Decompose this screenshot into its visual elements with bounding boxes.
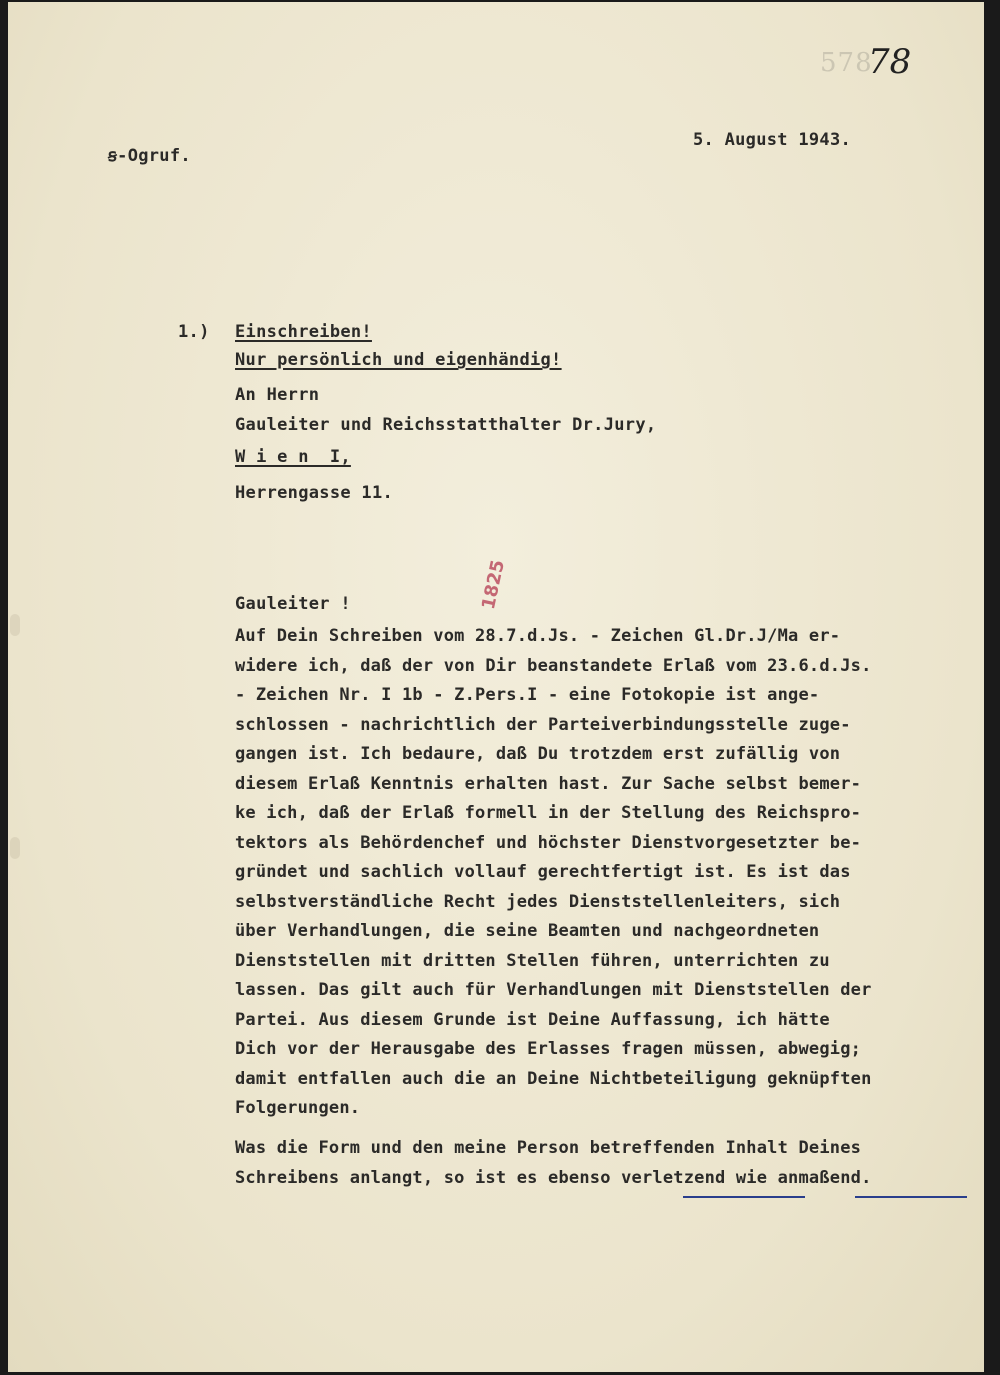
- letter-line: Folgerungen.: [235, 1098, 361, 1118]
- letter-line: tektors als Behördenchef und höchster Dienstvorgesetzter be-: [235, 832, 862, 853]
- letter-line: - Zeichen Nr. I 1b - Z.Pers.I - eine Fotokopie ist ange-: [235, 685, 820, 705]
- letter-line: ke ich, daß der Erlaß formell in der Stellung des Reichspro-: [235, 803, 862, 823]
- salutation-to: An Herrn: [235, 385, 320, 405]
- registered-mail-note: Einschreiben!: [235, 322, 372, 342]
- letter-paragraph-1: [235, 622, 980, 1124]
- letter-line: Dienststellen mit dritten Stellen führen, unterrichten zu: [235, 950, 830, 971]
- letter-line: widere ich, daß der von Dir beanstandete Erlaß vom 23.6.d.Js.: [235, 655, 872, 676]
- recipient-name: Gauleiter und Reichsstatthalter Dr.Jury,: [235, 415, 657, 435]
- punch-hole: [10, 837, 20, 859]
- handwritten-page-number: 78: [868, 42, 912, 82]
- letter-line: diesem Erlaß Kenntnis erhalten hast. Zur Sache selbst bemer-: [235, 773, 862, 794]
- recipient-street: Herrengasse 11.: [235, 483, 394, 503]
- pencil-underline: [683, 1196, 805, 1198]
- letter-date: 5. August 1943.: [693, 130, 852, 150]
- letter-line: schlossen - nachrichtlich der Parteiverbindungsstelle zuge-: [235, 714, 851, 735]
- recipient-city: W i e n I,: [235, 447, 351, 467]
- item-number: 1.): [178, 322, 210, 342]
- archive-number: 578: [820, 48, 873, 78]
- letter-line: Schreibens anlangt, so ist es ebenso verletzend wie anmaßend.: [235, 1167, 872, 1188]
- received-stamp: 1825: [478, 557, 509, 612]
- letter-line: damit entfallen auch die an Deine Nichtbeteiligung geknüpften: [235, 1068, 872, 1089]
- pencil-underline: [855, 1196, 967, 1198]
- sender-rank: ꞩ-Ogruf.: [108, 146, 191, 166]
- letter-line: lassen. Das gilt auch für Verhandlungen mit Dienststellen der: [235, 980, 872, 1000]
- letter-line: gründet und sachlich vollauf gerechtfertigt ist. Es ist das: [235, 862, 851, 882]
- letter-line: Auf Dein Schreiben vom 28.7.d.Js. - Zeichen Gl.Dr.J/Ma er-: [235, 626, 841, 646]
- letter-line: selbstverständliche Recht jedes Dienststellenleiters, sich: [235, 891, 841, 912]
- letter-greeting: Gauleiter !: [235, 594, 351, 614]
- letter-paragraph-2: [235, 1134, 980, 1193]
- letter-line: über Verhandlungen, die seine Beamten und nachgeordneten: [235, 921, 820, 941]
- personal-delivery-note: Nur persönlich und eigenhändig!: [235, 350, 562, 370]
- letter-line: Was die Form und den meine Person betreffenden Inhalt Deines: [235, 1138, 862, 1158]
- letter-line: Partei. Aus diesem Grunde ist Deine Auffassung, ich hätte: [235, 1009, 830, 1030]
- letter-line: Dich vor der Herausgabe des Erlasses fragen müssen, abwegig;: [235, 1039, 862, 1059]
- punch-hole: [10, 614, 20, 636]
- letter-line: gangen ist. Ich bedaure, daß Du trotzdem erst zufällig von: [235, 744, 841, 764]
